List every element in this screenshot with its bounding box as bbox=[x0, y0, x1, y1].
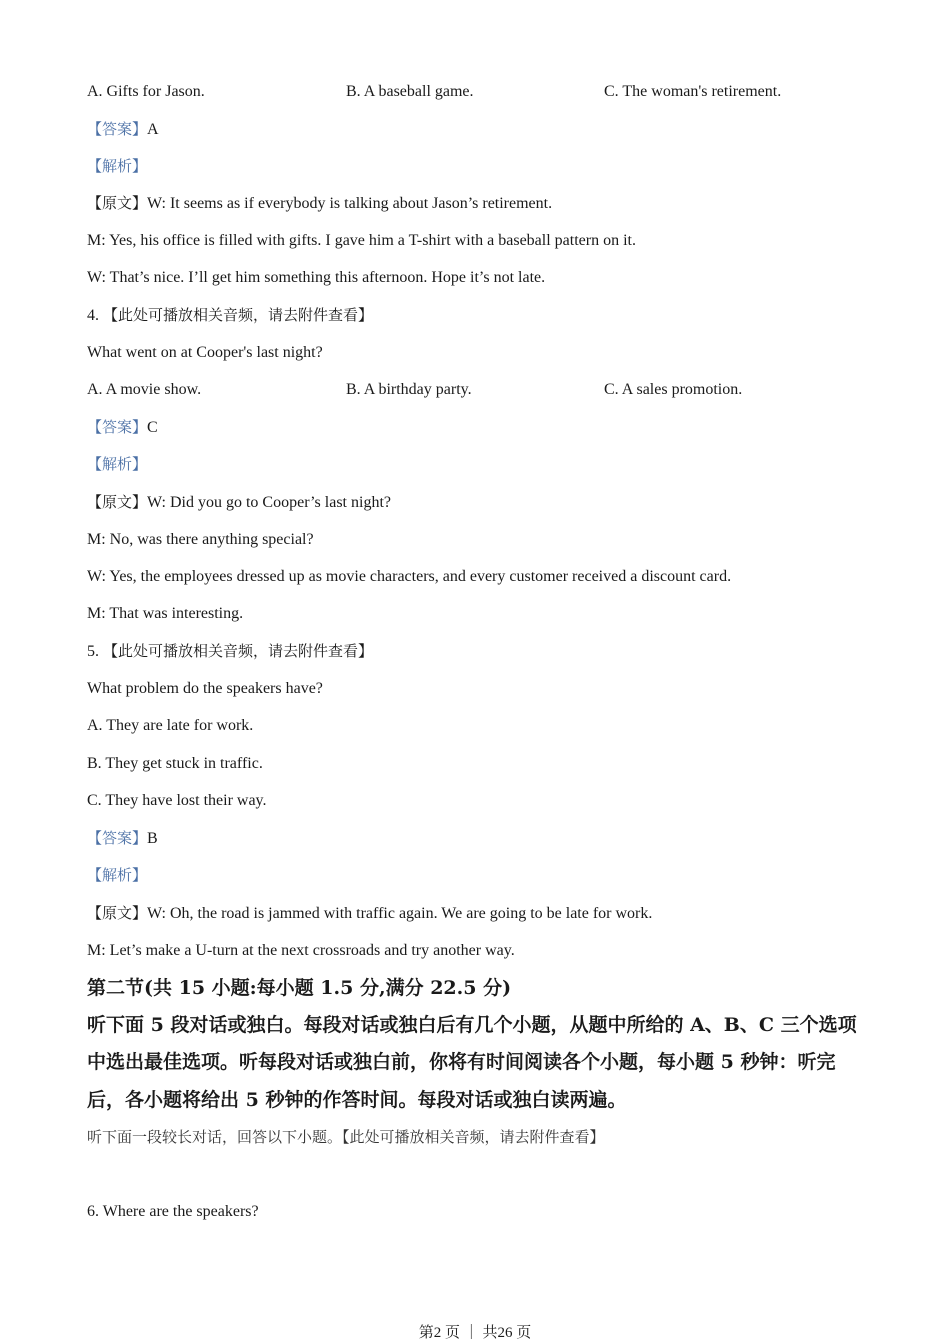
q4-question: What went on at Cooper's last night? bbox=[87, 344, 323, 361]
q4-option-c: C. A sales promotion. bbox=[604, 381, 743, 398]
q5-option-c: C. They have lost their way. bbox=[87, 792, 267, 809]
q5-analysis-label: 【解析】 bbox=[87, 866, 148, 884]
q4-transcript-line: W: Yes, the employees dressed up as movie characters, and every customer received a discount card. bbox=[87, 568, 732, 585]
q3-transcript-line: 【原文】W: It seems as if everybody is talking about Jason’s retirement. bbox=[87, 194, 553, 212]
q5-transcript-line: M: Let’s make a U-turn at the next crossroads and try another way. bbox=[87, 942, 515, 959]
q4-analysis-label: 【解析】 bbox=[87, 455, 148, 473]
q3-transcript-line: M: Yes, his office is filled with gifts. I gave him a T-shirt with a baseball pattern on it. bbox=[87, 232, 636, 249]
q4-header: 4. 【此处可播放相关音频，请去附件查看】 bbox=[87, 306, 374, 324]
q4-transcript-line: M: That was interesting. bbox=[87, 605, 244, 622]
page-footer: 第2 页 ｜ 共26 页 bbox=[418, 1325, 532, 1341]
q5-question: What problem do the speakers have? bbox=[87, 680, 323, 697]
q4-option-a: A. A movie show. bbox=[87, 381, 202, 398]
q3-option-b: B. A baseball game. bbox=[346, 83, 474, 100]
q4-transcript-line: 【原文】W: Did you go to Cooper’s last night? bbox=[87, 493, 391, 511]
section-instructions: 后，各小题将给出 5 秒钟的作答时间。每段对话或独白读两遍。 bbox=[87, 1089, 627, 1111]
q3-option-a: A. Gifts for Jason. bbox=[87, 83, 205, 100]
q5-transcript-line: 【原文】W: Oh, the road is jammed with traffic again. We are going to be late for work. bbox=[87, 904, 653, 922]
q5-header: 5. 【此处可播放相关音频，请去附件查看】 bbox=[87, 642, 374, 660]
q3-transcript-line: W: That’s nice. I’ll get him something this afternoon. Hope it’s not late. bbox=[87, 269, 546, 286]
q3-option-c: C. The woman's retirement. bbox=[604, 83, 782, 100]
q5-option-a: A. They are late for work. bbox=[87, 717, 254, 734]
q4-answer: 【答案】C bbox=[87, 418, 158, 436]
q5-answer: 【答案】B bbox=[87, 829, 158, 847]
q3-analysis-label: 【解析】 bbox=[87, 157, 148, 175]
audio-note[interactable]: 【此处可播放相关音频，请去附件查看】 bbox=[103, 642, 374, 660]
section-title: 第二节(共 15 小题:每小题 1.5 分,满分 22.5 分) bbox=[87, 977, 512, 999]
section-instructions: 听下面 5 段对话或独白。每段对话或独白后有几个小题，从题中所给的 A、B、C 三个选项 bbox=[87, 1014, 857, 1036]
q5-option-b: B. They get stuck in traffic. bbox=[87, 755, 263, 772]
q3-answer: 【答案】A bbox=[87, 120, 159, 138]
q4-option-b: B. A birthday party. bbox=[346, 381, 472, 398]
audio-note[interactable]: 【此处可播放相关音频，请去附件查看】 bbox=[103, 306, 374, 324]
listen-note: 听下面一段较长对话，回答以下小题。【此处可播放相关音频，请去附件查看】 bbox=[87, 1128, 605, 1146]
q6-question: 6. Where are the speakers? bbox=[87, 1203, 259, 1220]
q4-transcript-line: M: No, was there anything special? bbox=[87, 531, 314, 548]
section-instructions: 中选出最佳选项。听每段对话或独白前，你将有时间阅读各个小题，每小题 5 秒钟：听完 bbox=[87, 1051, 836, 1073]
